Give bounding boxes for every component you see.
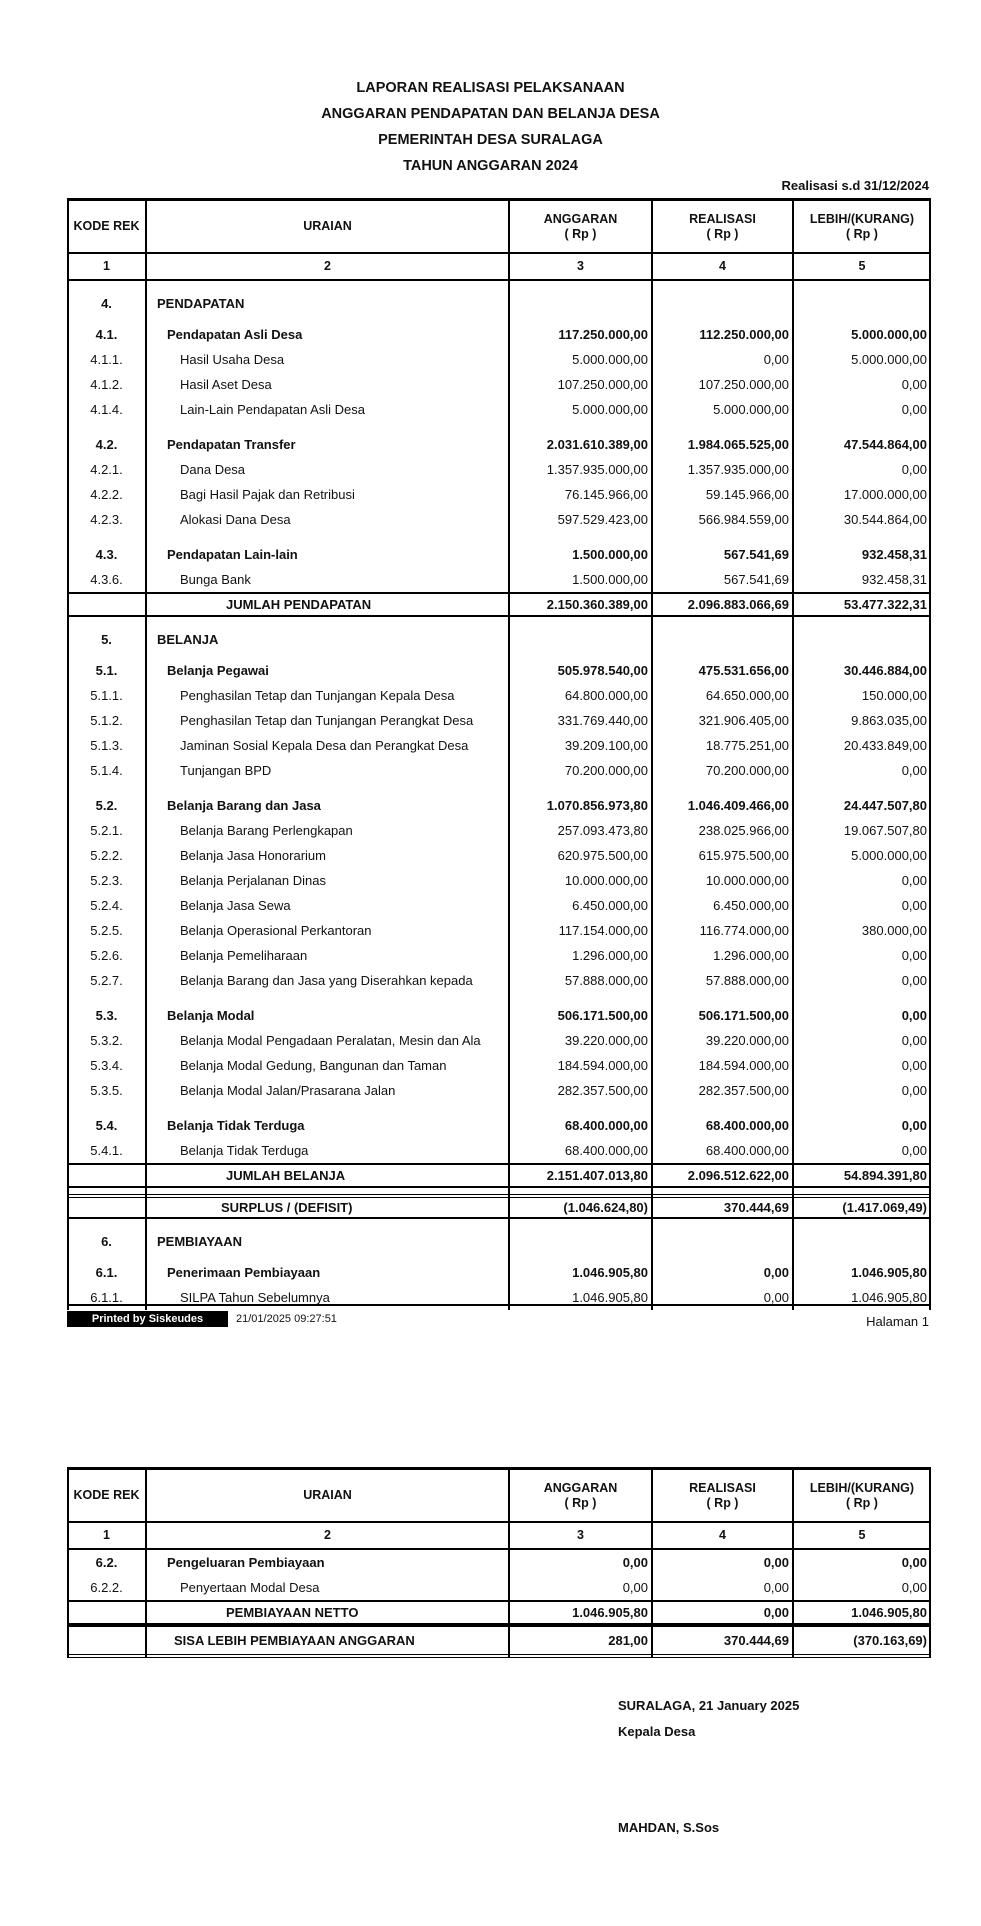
row-anggaran: 64.800.000,00: [564, 688, 648, 703]
row-lebih: 1.046.905,80: [851, 1265, 927, 1280]
row-uraian: Belanja Perjalanan Dinas: [180, 873, 326, 888]
column-number-4: 4: [719, 259, 726, 273]
row-uraian: Jaminan Sosial Kepala Desa dan Perangkat Desa: [180, 738, 469, 753]
row-uraian: Belanja Barang dan Jasa yang Diserahkan kepada: [180, 973, 473, 988]
row-lebih: 380.000,00: [861, 923, 927, 938]
row-realisasi: 2.096.512.622,00: [687, 1168, 789, 1183]
row-uraian: Penghasilan Tetap dan Tunjangan Perangkat Desa: [180, 713, 474, 728]
row-kode: 4.2.: [95, 437, 118, 452]
table-row: [67, 1053, 931, 1078]
row-kode: 5.1.3.: [90, 738, 123, 753]
header-anggaran: ANGGARAN ( Rp ): [543, 1480, 618, 1510]
row-realisasi: 506.171.500,00: [698, 1008, 789, 1023]
row-lebih: [793, 1229, 927, 1254]
row-lebih: 0,00: [901, 1118, 927, 1133]
row-anggaran: 506.171.500,00: [557, 1008, 648, 1023]
row-kode: 4.2.1.: [90, 462, 123, 477]
row-realisasi: 1.296.000,00: [713, 948, 789, 963]
row-anggaran: 5.000.000,00: [572, 352, 648, 367]
row-realisasi: [652, 291, 789, 316]
row-uraian: Belanja Pemeliharaan: [180, 948, 308, 963]
row-realisasi: 0,00: [763, 352, 789, 367]
row-uraian: Belanja Modal: [167, 1008, 255, 1023]
row-kode: 6.2.2.: [90, 1580, 123, 1595]
header-kode: KODE REK: [73, 1488, 140, 1502]
row-lebih: 19.067.507,80: [843, 823, 927, 838]
row-lebih: 24.447.507,80: [843, 798, 927, 813]
row-anggaran: 0,00: [622, 1555, 648, 1570]
column-number-3: 3: [577, 1528, 584, 1542]
row-uraian: PEMBIAYAAN: [157, 1234, 243, 1249]
row-realisasi: 184.594.000,00: [698, 1058, 789, 1073]
table-row: [67, 1285, 931, 1310]
table-row: [67, 1260, 931, 1285]
table-row: [67, 507, 931, 532]
row-uraian: SILPA Tahun Sebelumnya: [180, 1290, 330, 1305]
row-kode: 5.2.2.: [90, 848, 123, 863]
table-row: [67, 1625, 931, 1658]
column-number-row: [67, 1523, 931, 1550]
row-lebih: 5.000.000,00: [851, 848, 927, 863]
row-uraian: Belanja Jasa Sewa: [180, 898, 291, 913]
table-row: [67, 1229, 931, 1254]
row-anggaran: 597.529.423,00: [557, 512, 648, 527]
row-uraian: Belanja Jasa Honorarium: [180, 848, 326, 863]
row-anggaran: 5.000.000,00: [572, 402, 648, 417]
row-anggaran: 1.296.000,00: [572, 948, 648, 963]
row-realisasi: 321.906.405,00: [698, 713, 789, 728]
row-uraian: Penyertaan Modal Desa: [180, 1580, 320, 1595]
row-anggaran: 1.500.000,00: [572, 572, 648, 587]
row-lebih: 5.000.000,00: [851, 352, 927, 367]
row-kode: 5.2.7.: [90, 973, 123, 988]
footer-divider: [67, 1304, 931, 1306]
row-uraian: Belanja Pegawai: [167, 663, 269, 678]
table-row: [67, 1550, 931, 1575]
row-kode: 5.3.5.: [90, 1083, 123, 1098]
row-lebih: 0,00: [901, 1008, 927, 1023]
row-lebih: 0,00: [901, 763, 927, 778]
row-kode: 5.4.1.: [90, 1143, 123, 1158]
row-lebih: 0,00: [901, 1580, 927, 1595]
table-row: [67, 943, 931, 968]
row-lebih: 0,00: [901, 1058, 927, 1073]
row-lebih: 0,00: [901, 1033, 927, 1048]
row-anggaran: 0,00: [622, 1580, 648, 1595]
row-realisasi: [652, 627, 789, 652]
row-uraian: Belanja Modal Pengadaan Peralatan, Mesin dan Ala: [180, 1033, 481, 1048]
table-row: [67, 733, 931, 758]
table-row: [67, 567, 931, 592]
row-realisasi: 1.046.409.466,00: [687, 798, 789, 813]
row-realisasi: 0,00: [763, 1265, 789, 1280]
row-kode: 4.1.2.: [90, 377, 123, 392]
row-uraian: Belanja Modal Gedung, Bangunan dan Taman: [180, 1058, 447, 1073]
row-uraian: Belanja Tidak Terduga: [167, 1118, 305, 1133]
row-anggaran: 257.093.473,80: [557, 823, 648, 838]
table-row: [67, 918, 931, 943]
row-lebih: 0,00: [901, 948, 927, 963]
table-row: [67, 1163, 931, 1188]
row-uraian: Bunga Bank: [180, 572, 251, 587]
report-table-page-2: [67, 1467, 931, 1658]
row-anggaran: 620.975.500,00: [557, 848, 648, 863]
row-anggaran: 68.400.000,00: [564, 1143, 648, 1158]
table-row: [67, 397, 931, 422]
table-row: [67, 627, 931, 652]
row-lebih: (370.163,69): [853, 1633, 927, 1648]
header-lebih: LEBIH/(KURANG) ( Rp ): [809, 1480, 915, 1510]
table-row: [67, 683, 931, 708]
row-uraian: Penerimaan Pembiayaan: [167, 1265, 321, 1280]
row-uraian: Pendapatan Lain-lain: [167, 547, 298, 562]
row-kode: [67, 1602, 146, 1623]
row-kode: 4.2.2.: [90, 487, 123, 502]
row-uraian: Belanja Modal Jalan/Prasarana Jalan: [180, 1083, 396, 1098]
row-anggaran: 1.046.905,80: [572, 1265, 648, 1280]
table-row: [67, 843, 931, 868]
row-uraian: Penghasilan Tetap dan Tunjangan Kepala Desa: [180, 688, 455, 703]
row-lebih: (1.417.069,49): [842, 1200, 927, 1215]
row-kode: [67, 1198, 146, 1217]
row-realisasi: 10.000.000,00: [705, 873, 789, 888]
row-anggaran: 282.357.500,00: [557, 1083, 648, 1098]
row-realisasi: 107.250.000,00: [698, 377, 789, 392]
row-realisasi: 0,00: [763, 1580, 789, 1595]
row-realisasi: 567.541,69: [723, 547, 789, 562]
row-realisasi: 370.444,69: [723, 1633, 789, 1648]
row-lebih: 47.544.864,00: [843, 437, 927, 452]
row-uraian: JUMLAH PENDAPATAN: [226, 597, 372, 612]
table-body-page-2: [67, 1550, 931, 1658]
row-kode: 5.2.5.: [90, 923, 123, 938]
row-lebih: 932.458,31: [861, 547, 927, 562]
row-kode: 4.2.3.: [90, 512, 123, 527]
row-uraian: Belanja Barang Perlengkapan: [180, 823, 353, 838]
row-realisasi: 18.775.251,00: [705, 738, 789, 753]
signature-place-date: SURALAGA, 21 January 2025: [618, 1698, 800, 1713]
row-realisasi: 0,00: [763, 1555, 789, 1570]
row-uraian: Pendapatan Transfer: [167, 437, 296, 452]
realisasi-date: Realisasi s.d 31/12/2024: [781, 178, 929, 193]
row-lebih: 0,00: [901, 898, 927, 913]
row-realisasi: 64.650.000,00: [705, 688, 789, 703]
row-kode: 5.: [101, 632, 112, 647]
column-number-4: 4: [719, 1528, 726, 1542]
table-row: [67, 1575, 931, 1600]
row-kode: 4.3.6.: [90, 572, 123, 587]
row-uraian: SISA LEBIH PEMBIAYAAN ANGGARAN: [174, 1633, 415, 1648]
report-title-2: ANGGARAN PENDAPATAN DAN BELANJA DESA: [321, 106, 660, 122]
row-anggaran: [509, 627, 648, 652]
row-realisasi: 2.096.883.066,69: [687, 597, 789, 612]
row-kode: 4.1.1.: [90, 352, 123, 367]
row-anggaran: 1.500.000,00: [572, 547, 648, 562]
row-uraian: JUMLAH BELANJA: [226, 1168, 346, 1183]
row-anggaran: 117.154.000,00: [558, 923, 648, 938]
row-kode: 5.3.2.: [90, 1033, 123, 1048]
row-uraian: Tunjangan BPD: [180, 763, 272, 778]
row-anggaran: (1.046.624,80): [563, 1200, 648, 1215]
row-anggaran: 184.594.000,00: [557, 1058, 648, 1073]
table-row: [67, 818, 931, 843]
row-kode: 5.4.: [95, 1118, 118, 1133]
table-row: [67, 1138, 931, 1163]
column-number-row: [67, 254, 931, 281]
table-row: [67, 658, 931, 683]
table-row: [67, 322, 931, 347]
row-kode: 5.2.6.: [90, 948, 123, 963]
row-anggaran: 505.978.540,00: [557, 663, 648, 678]
row-lebih: 150.000,00: [861, 688, 927, 703]
row-uraian: PENDAPATAN: [157, 296, 245, 311]
table-row: [67, 708, 931, 733]
row-anggaran: [509, 291, 648, 316]
column-number-5: 5: [858, 1528, 866, 1542]
column-number-3: 3: [577, 259, 584, 273]
row-anggaran: 281,00: [608, 1633, 648, 1648]
row-anggaran: 39.209.100,00: [564, 738, 648, 753]
report-table-page-1: [67, 198, 931, 1310]
row-realisasi: 39.220.000,00: [705, 1033, 789, 1048]
row-anggaran: 39.220.000,00: [564, 1033, 648, 1048]
row-uraian: PEMBIAYAAN NETTO: [226, 1605, 359, 1620]
row-lebih: 0,00: [901, 973, 927, 988]
page-number: Halaman 1: [866, 1314, 929, 1329]
row-anggaran: 1.357.935.000,00: [546, 462, 648, 477]
row-realisasi: 1.357.935.000,00: [687, 462, 789, 477]
row-kode: 5.2.: [95, 798, 118, 813]
table-row: [67, 291, 931, 316]
row-kode: 5.1.1.: [90, 688, 123, 703]
row-realisasi: 112.250.000,00: [699, 327, 789, 342]
row-lebih: 54.894.391,80: [843, 1168, 927, 1183]
signature-name: MAHDAN, S.Sos: [618, 1820, 720, 1835]
row-uraian: Pendapatan Asli Desa: [167, 327, 303, 342]
row-realisasi: 116.774.000,00: [699, 923, 789, 938]
table-row: [67, 457, 931, 482]
row-uraian: Lain-Lain Pendapatan Asli Desa: [180, 402, 366, 417]
table-row: [67, 1194, 931, 1219]
row-realisasi: 68.400.000,00: [705, 1143, 789, 1158]
table-row: [67, 542, 931, 567]
row-anggaran: 6.450.000,00: [572, 898, 648, 913]
row-kode: 6.2.: [95, 1555, 118, 1570]
row-lebih: 0,00: [901, 462, 927, 477]
table-row: [67, 347, 931, 372]
header-anggaran: ANGGARAN ( Rp ): [543, 211, 618, 241]
table-row: [67, 1113, 931, 1138]
table-body-page-1: [67, 281, 931, 1310]
printed-date: 21/01/2025 09:27:51: [236, 1313, 337, 1325]
row-anggaran: 57.888.000,00: [564, 973, 648, 988]
column-number-1: 1: [103, 1528, 110, 1542]
row-kode: [67, 1165, 146, 1186]
table-row: [67, 893, 931, 918]
row-lebih: 30.544.864,00: [843, 512, 927, 527]
table-row: [67, 372, 931, 397]
header-realisasi: REALISASI ( Rp ): [689, 211, 756, 241]
row-uraian: Alokasi Dana Desa: [180, 512, 291, 527]
table-row: [67, 1078, 931, 1103]
row-realisasi: 1.984.065.525,00: [687, 437, 789, 452]
table-row: [67, 868, 931, 893]
table-row: [67, 1600, 931, 1625]
row-anggaran: 2.031.610.389,00: [546, 437, 648, 452]
header-lebih: LEBIH/(KURANG) ( Rp ): [809, 211, 915, 241]
row-realisasi: 370.444,69: [723, 1200, 789, 1215]
row-kode: 4.1.: [95, 327, 118, 342]
printed-by-badge: Printed by Siskeudes: [67, 1311, 228, 1327]
row-realisasi: 282.357.500,00: [698, 1083, 789, 1098]
row-realisasi: 475.531.656,00: [698, 663, 789, 678]
row-anggaran: 2.151.407.013,80: [546, 1168, 648, 1183]
row-uraian: SURPLUS / (DEFISIT): [221, 1200, 353, 1215]
row-kode: 5.1.: [95, 663, 118, 678]
row-anggaran: 1.046.905,80: [572, 1290, 648, 1305]
row-lebih: 0,00: [901, 1143, 927, 1158]
row-lebih: [793, 291, 927, 316]
column-number-2: 2: [324, 1528, 331, 1542]
row-realisasi: 0,00: [763, 1605, 789, 1620]
row-kode: 4.: [101, 296, 112, 311]
row-anggaran: 331.769.440,00: [557, 713, 648, 728]
table-row: [67, 1028, 931, 1053]
table-row: [67, 432, 931, 457]
row-uraian: Bagi Hasil Pajak dan Retribusi: [180, 487, 355, 502]
row-uraian: Belanja Barang dan Jasa: [167, 798, 321, 813]
row-anggaran: 68.400.000,00: [564, 1118, 648, 1133]
row-kode: 6.1.: [95, 1265, 118, 1280]
report-title-3: PEMERINTAH DESA SURALAGA: [378, 132, 603, 148]
table-row: [67, 793, 931, 818]
row-realisasi: 59.145.966,00: [705, 487, 789, 502]
row-lebih: 932.458,31: [861, 572, 927, 587]
row-lebih: 0,00: [901, 1083, 927, 1098]
header-uraian: URAIAN: [303, 1488, 352, 1502]
row-lebih: 5.000.000,00: [851, 327, 927, 342]
table-row: [67, 482, 931, 507]
row-realisasi: 68.400.000,00: [705, 1118, 789, 1133]
row-realisasi: 566.984.559,00: [698, 512, 789, 527]
row-uraian: Belanja Operasional Perkantoran: [180, 923, 372, 938]
row-lebih: 30.446.884,00: [843, 663, 927, 678]
row-realisasi: [652, 1229, 789, 1254]
row-anggaran: 70.200.000,00: [564, 763, 648, 778]
row-lebih: 17.000.000,00: [843, 487, 927, 502]
row-anggaran: [509, 1229, 648, 1254]
table-row: [67, 1003, 931, 1028]
row-realisasi: 0,00: [763, 1290, 789, 1305]
row-anggaran: 76.145.966,00: [564, 487, 648, 502]
header-realisasi: REALISASI ( Rp ): [689, 1480, 756, 1510]
row-lebih: 53.477.322,31: [843, 597, 927, 612]
column-number-2: 2: [324, 259, 331, 273]
row-lebih: 9.863.035,00: [851, 713, 927, 728]
row-realisasi: 615.975.500,00: [698, 848, 789, 863]
header-uraian: URAIAN: [303, 219, 352, 233]
table-row: [67, 968, 931, 993]
header-kode: KODE REK: [73, 219, 140, 233]
row-kode: 5.3.4.: [90, 1058, 123, 1073]
row-kode: 5.2.3.: [90, 873, 123, 888]
row-anggaran: 10.000.000,00: [564, 873, 648, 888]
row-lebih: 1.046.905,80: [851, 1290, 927, 1305]
row-realisasi: 70.200.000,00: [705, 763, 789, 778]
row-lebih: 0,00: [901, 873, 927, 888]
row-uraian: Pengeluaran Pembiayaan: [167, 1555, 325, 1570]
report-title-1: LAPORAN REALISASI PELAKSANAAN: [356, 80, 625, 96]
row-realisasi: 567.541,69: [723, 572, 789, 587]
report-title-4: TAHUN ANGGARAN 2024: [403, 158, 578, 174]
row-realisasi: 5.000.000,00: [713, 402, 789, 417]
table-header: [67, 198, 931, 254]
row-uraian: Dana Desa: [180, 462, 246, 477]
row-uraian: Belanja Tidak Terduga: [180, 1143, 309, 1158]
row-kode: [67, 594, 146, 615]
row-uraian: BELANJA: [157, 632, 219, 647]
row-anggaran: 2.150.360.389,00: [546, 597, 648, 612]
row-kode: 4.1.4.: [90, 402, 123, 417]
row-lebih: 0,00: [901, 377, 927, 392]
row-kode: 5.2.1.: [90, 823, 123, 838]
row-kode: 4.3.: [95, 547, 118, 562]
row-kode: 5.1.2.: [90, 713, 123, 728]
row-kode: 6.1.1.: [90, 1290, 123, 1305]
row-lebih: 0,00: [901, 402, 927, 417]
row-realisasi: 57.888.000,00: [705, 973, 789, 988]
column-number-5: 5: [858, 259, 866, 273]
row-uraian: Hasil Aset Desa: [180, 377, 272, 392]
signature-position: Kepala Desa: [618, 1724, 696, 1739]
row-anggaran: 107.250.000,00: [557, 377, 648, 392]
table-row: [67, 592, 931, 617]
row-lebih: 1.046.905,80: [851, 1605, 927, 1620]
column-number-1: 1: [103, 259, 110, 273]
row-kode: 5.1.4.: [90, 763, 123, 778]
row-uraian: Hasil Usaha Desa: [180, 352, 285, 367]
row-lebih: 0,00: [901, 1555, 927, 1570]
row-kode: 5.3.: [95, 1008, 118, 1023]
row-kode: 5.2.4.: [90, 898, 123, 913]
row-lebih: 20.433.849,00: [843, 738, 927, 753]
row-anggaran: 117.250.000,00: [558, 327, 648, 342]
row-anggaran: 1.046.905,80: [572, 1605, 648, 1620]
table-header: [67, 1467, 931, 1523]
row-realisasi: 238.025.966,00: [698, 823, 789, 838]
row-lebih: [793, 627, 927, 652]
row-realisasi: 6.450.000,00: [713, 898, 789, 913]
row-kode: 6.: [101, 1234, 112, 1249]
row-anggaran: 1.070.856.973,80: [546, 798, 648, 813]
table-row: [67, 758, 931, 783]
row-kode: [67, 1627, 146, 1654]
